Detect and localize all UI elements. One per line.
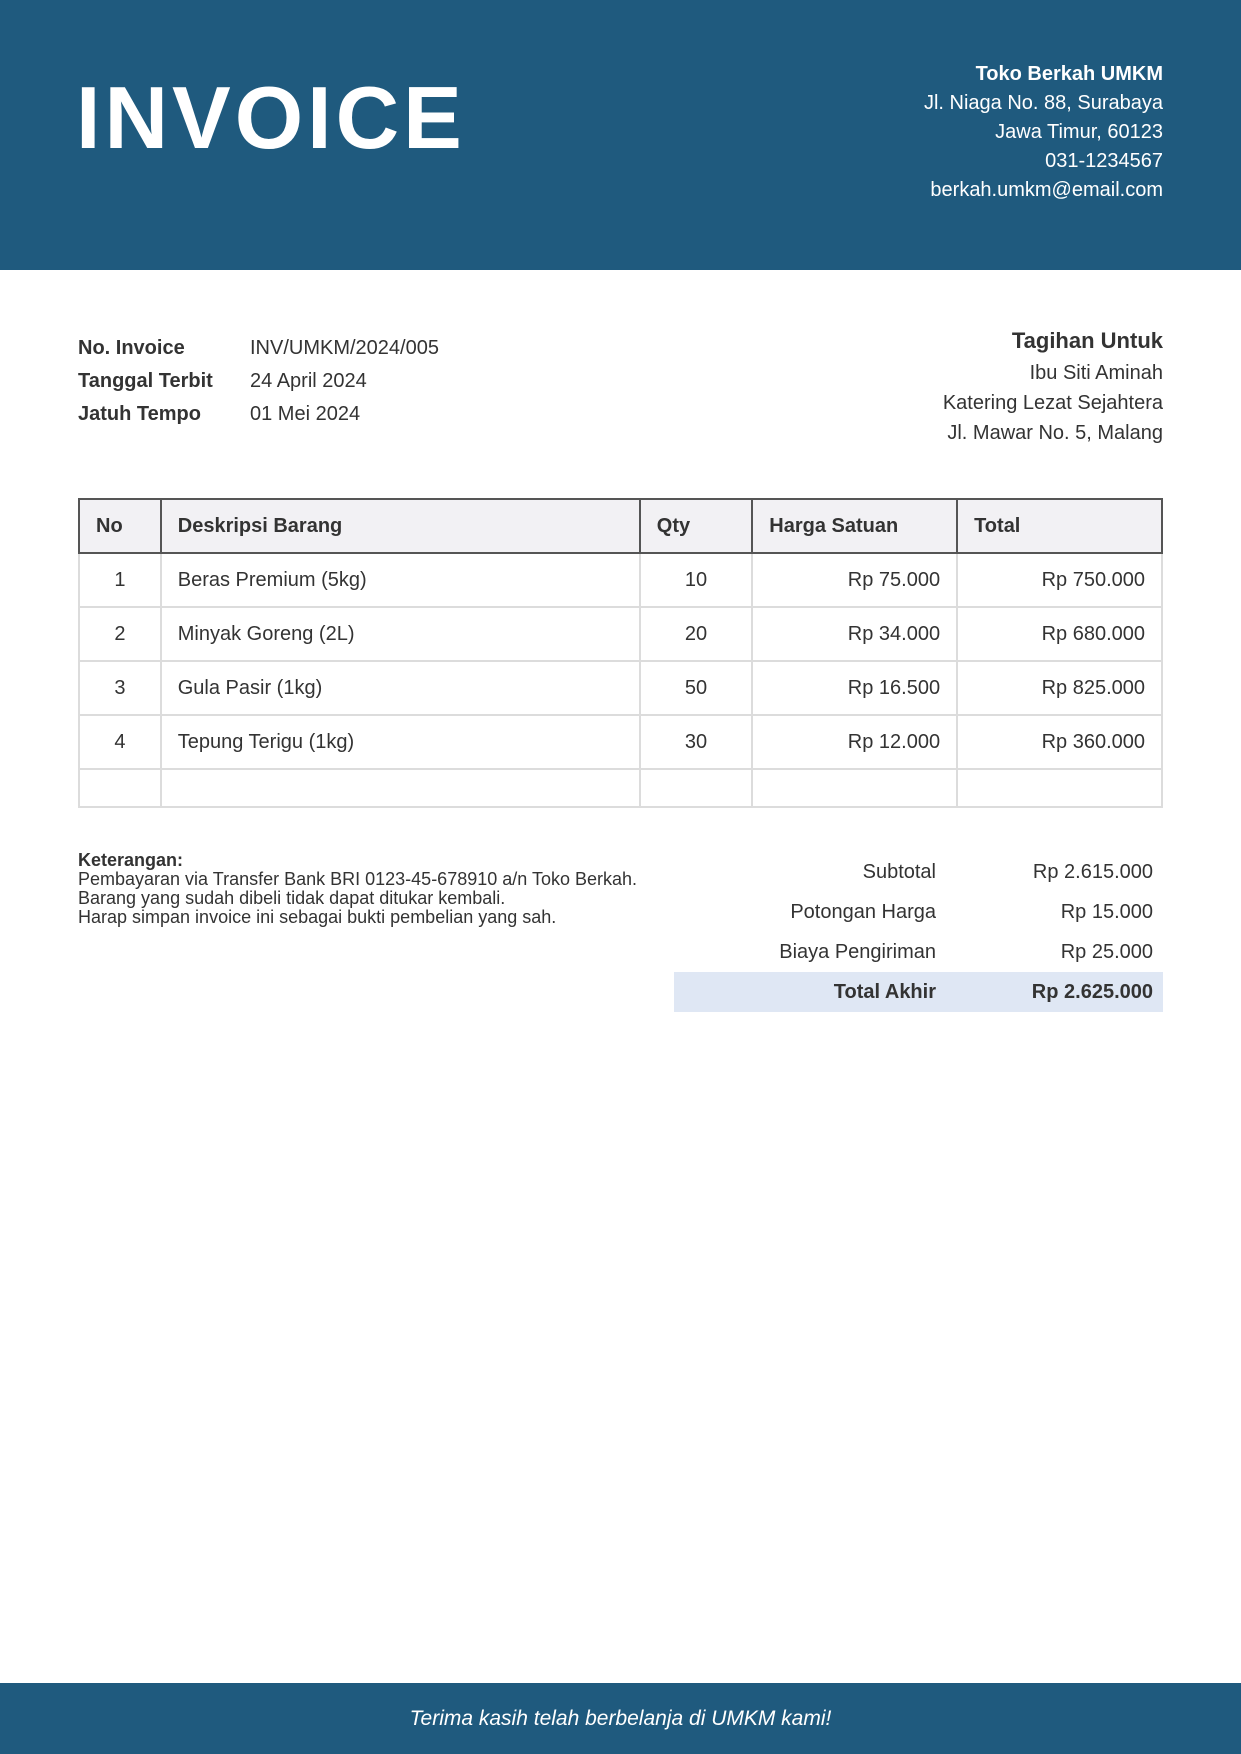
footer-message: Terima kasih telah berbelanja di UMKM kami! bbox=[409, 1707, 832, 1730]
row-no: 1 bbox=[79, 553, 161, 607]
invoice-no-value: INV/UMKM/2024/005 bbox=[250, 337, 439, 359]
due-date-label: Jatuh Tempo bbox=[78, 403, 201, 425]
table-row bbox=[79, 715, 1162, 769]
row-total: Rp 750.000 bbox=[957, 553, 1162, 607]
bill-to-address: Jl. Mawar No. 5, Malang bbox=[947, 422, 1163, 444]
bill-to-company: Katering Lezat Sejahtera bbox=[942, 392, 1163, 414]
row-description: Tepung Terigu (1kg) bbox=[161, 715, 640, 769]
discount-row bbox=[674, 892, 1163, 932]
notes-line-return-policy: Barang yang sudah dibeli tidak dapat ditukar kembali. bbox=[78, 888, 506, 908]
header-total: Total bbox=[957, 499, 1162, 553]
notes-title: Keterangan: bbox=[78, 850, 184, 870]
company-address-line1: Jl. Niaga No. 88, Surabaya bbox=[923, 92, 1163, 114]
notes bbox=[78, 851, 638, 927]
row-unit-price: Rp 16.500 bbox=[752, 661, 957, 715]
table-row bbox=[79, 661, 1162, 715]
empty-cell bbox=[79, 769, 161, 807]
discount-value: Rp 15.000 bbox=[1060, 900, 1153, 923]
header-no: No bbox=[79, 499, 161, 553]
footer bbox=[0, 1683, 1241, 1754]
row-total: Rp 680.000 bbox=[957, 607, 1162, 661]
meta-row-due-date bbox=[78, 398, 439, 431]
company-email: berkah.umkm@email.com bbox=[930, 179, 1163, 201]
row-total: Rp 825.000 bbox=[957, 661, 1162, 715]
company-phone: 031-1234567 bbox=[1045, 150, 1163, 172]
table-row bbox=[79, 607, 1162, 661]
shipping-row bbox=[674, 932, 1163, 972]
row-qty: 30 bbox=[640, 715, 752, 769]
row-total: Rp 360.000 bbox=[957, 715, 1162, 769]
grand-total-row bbox=[674, 972, 1163, 1012]
empty-cell bbox=[752, 769, 957, 807]
subtotal-label: Subtotal bbox=[862, 860, 936, 883]
header-unit-price: Harga Satuan bbox=[752, 499, 957, 553]
row-qty: 50 bbox=[640, 661, 752, 715]
table-row-empty bbox=[79, 769, 1162, 807]
header-qty: Qty bbox=[640, 499, 752, 553]
meta-row-issue-date bbox=[78, 365, 439, 398]
shipping-value: Rp 25.000 bbox=[1060, 940, 1153, 963]
totals-summary bbox=[674, 852, 1163, 1012]
shipping-label: Biaya Pengiriman bbox=[779, 940, 936, 963]
company-address-line2: Jawa Timur, 60123 bbox=[995, 121, 1163, 143]
discount-label: Potongan Harga bbox=[790, 900, 936, 923]
bill-to-name: Ibu Siti Aminah bbox=[1029, 362, 1163, 384]
row-unit-price: Rp 12.000 bbox=[752, 715, 957, 769]
invoice-meta bbox=[78, 332, 439, 431]
row-description: Beras Premium (5kg) bbox=[161, 553, 640, 607]
row-qty: 10 bbox=[640, 553, 752, 607]
row-no: 3 bbox=[79, 661, 161, 715]
row-unit-price: Rp 34.000 bbox=[752, 607, 957, 661]
header-description: Deskripsi Barang bbox=[161, 499, 640, 553]
notes-line-keep-invoice: Harap simpan invoice ini sebagai bukti pembelian yang sah. bbox=[78, 907, 557, 927]
bill-to bbox=[943, 326, 1163, 448]
invoice-header bbox=[0, 0, 1241, 270]
empty-cell bbox=[957, 769, 1162, 807]
company-name: Toko Berkah UMKM bbox=[975, 63, 1163, 85]
grand-total-value: Rp 2.625.000 bbox=[1031, 980, 1153, 1003]
row-unit-price: Rp 75.000 bbox=[752, 553, 957, 607]
meta-row-invoice-no bbox=[78, 332, 439, 365]
notes-line-payment: Pembayaran via Transfer Bank BRI 0123-45-678910 a/n Toko Berkah. bbox=[78, 869, 638, 889]
grand-total-label: Total Akhir bbox=[833, 980, 936, 1003]
row-no: 4 bbox=[79, 715, 161, 769]
row-description: Gula Pasir (1kg) bbox=[161, 661, 640, 715]
empty-cell bbox=[640, 769, 752, 807]
row-description: Minyak Goreng (2L) bbox=[161, 607, 640, 661]
table-row bbox=[79, 553, 1162, 607]
subtotal-row bbox=[674, 852, 1163, 892]
subtotal-value: Rp 2.615.000 bbox=[1032, 860, 1153, 883]
issue-date-label: Tanggal Terbit bbox=[78, 370, 213, 392]
issue-date-value: 24 April 2024 bbox=[250, 370, 367, 392]
invoice-title: INVOICE bbox=[76, 68, 466, 167]
items-table bbox=[78, 498, 1163, 808]
company-info bbox=[924, 60, 1163, 205]
due-date-value: 01 Mei 2024 bbox=[250, 403, 361, 425]
invoice-no-label: No. Invoice bbox=[78, 337, 185, 359]
row-qty: 20 bbox=[640, 607, 752, 661]
bill-to-title: Tagihan Untuk bbox=[1011, 328, 1163, 353]
table-header-row bbox=[79, 499, 1162, 553]
empty-cell bbox=[161, 769, 640, 807]
row-no: 2 bbox=[79, 607, 161, 661]
